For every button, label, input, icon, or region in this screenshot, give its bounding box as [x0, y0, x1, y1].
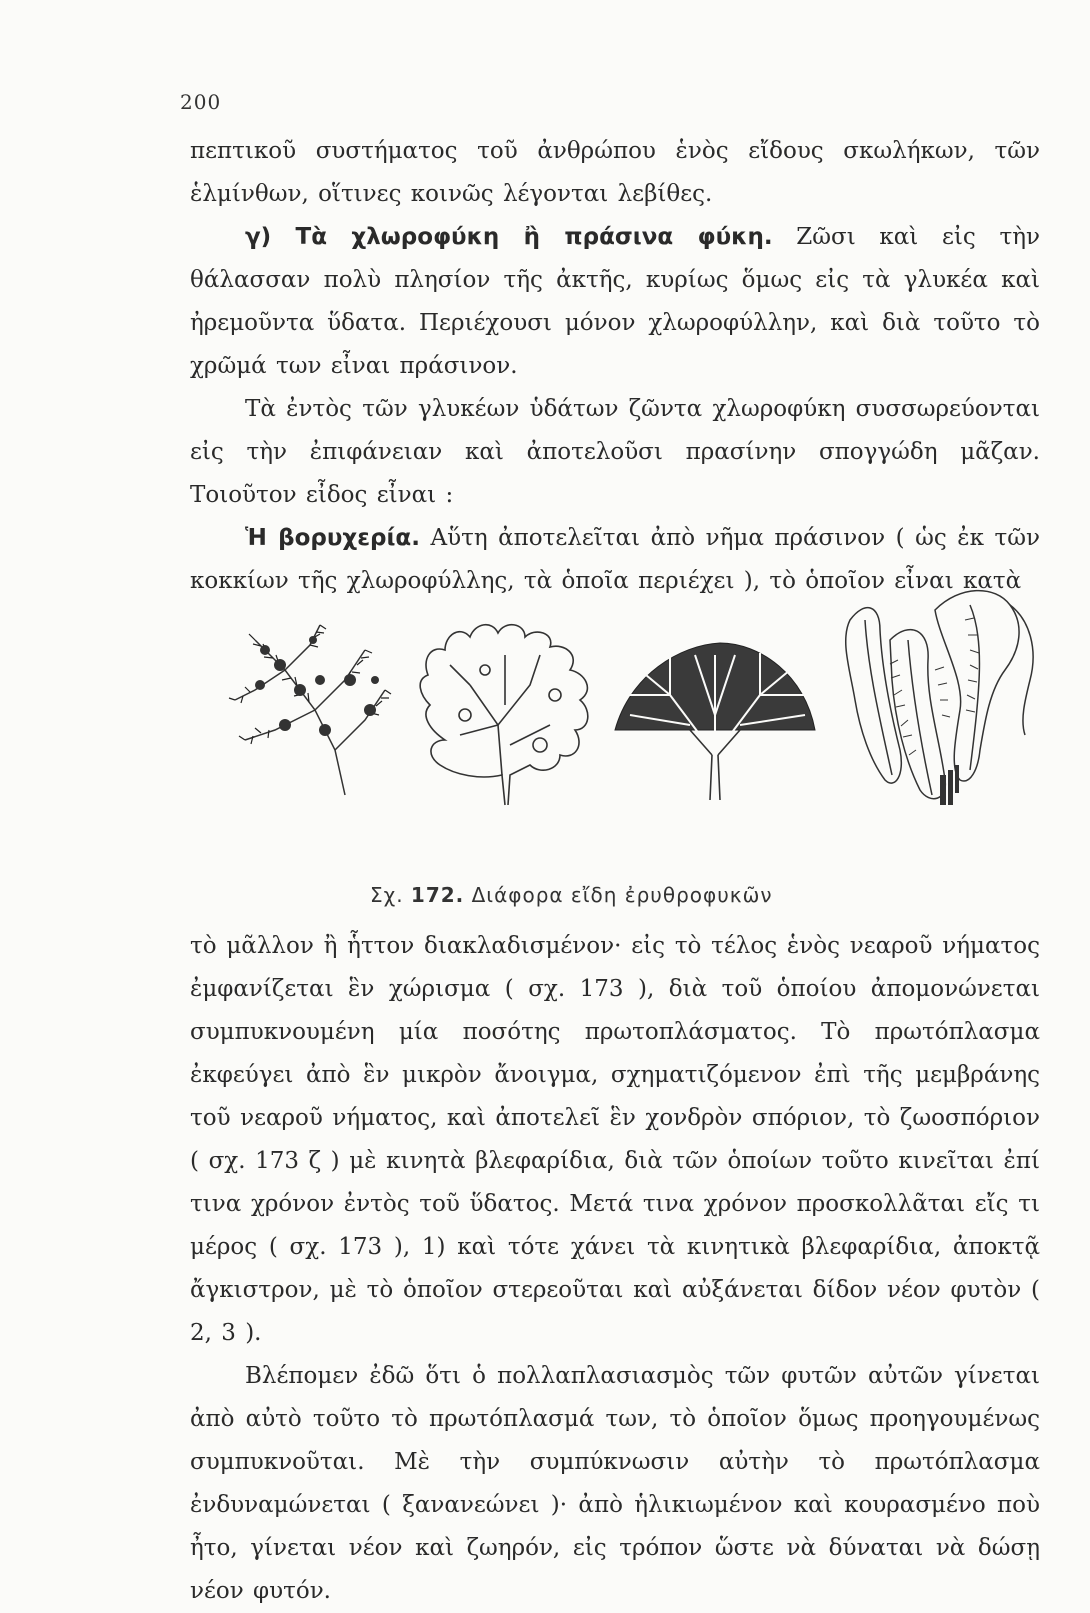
paragraph-continued: πεπτικοῦ συστήματος τοῦ ἀνθρώπου ἑνὸς εἴδους σκωλήκων, τῶν ἑλμίνθων, οἵτινες κοινῶς λέγονται λεβίθες. — [190, 138, 1040, 207]
subsection-heading: Ἡ βορυχερία. — [245, 525, 420, 551]
feathery-alga-drawing — [225, 620, 405, 800]
paragraph-reproduction: Βλέπομεν ἐδῶ ὅτι ὁ πολλαπλασιασμὸς τῶν φυτῶν αὐτῶν γίνεται ἀπὸ αὐτὸ τοῦτο τὸ πρωτόπλασμά των, τὸ ὁποῖον ὅμως προηγουμένως συμπυκνοῦται. Μὲ τὴν συμπύκνωσιν αὐτὴν τὸ πρωτόπλασμα ἐνδυναμώνεται ( ξανανεώνει )· ἀπὸ ἡλικιωμένον καὶ κουρασμένο ποὺ ἦτο, γίνεται νέον καὶ ζωηρόν, εἰς τρόπον ὥστε νὰ δύναται νὰ δώσῃ νέον φυτόν. — [190, 1363, 1040, 1604]
leaf-blade-alga-drawing — [820, 580, 1045, 815]
section-heading: γ) Τὰ χλωροφύκη ἢ πράσινα φύκη. — [245, 224, 773, 250]
text-block-top — [190, 130, 1040, 603]
paragraph-zoospore: τὸ μᾶλλον ἢ ἧττον διακλαδισμένον· εἰς τὸ τέλος ἑνὸς νεαροῦ νήματος ἐμφανίζεται ἓν χώρισμα ( σχ. 173 ), διὰ τοῦ ὁποίου ἀπομονώνεται συμπυκνουμένη μία ποσότης πρωτοπλάσματος. Τὸ πρωτόπλασμα ἐκφεύγει ἀπὸ ἓν μικρὸν ἄνοιγμα, σχηματιζόμενον ἐπὶ τῆς μεμβράνης τοῦ νεαροῦ νήματος, καὶ ἀποτελεῖ ἓν χονδρὸν σπόριον, τὸ ζωοσπόριον ( σχ. 173 ζ ) μὲ κινητὰ βλεφαρίδια, διὰ τῶν ὁποίων τοῦτο κινεῖται ἐπί τινα χρόνον ἐντὸς τοῦ ὕδατος. Μετά τινα χρόνον προσκολλᾶται εἴς τι μέρος ( σχ. 173 ), 1) καὶ τότε χάνει τὰ κινητικὰ βλεφαρίδια, ἀποκτᾷ ἄγκιστρον, μὲ τὸ ὁποῖον στερεοῦται καὶ αὐξάνεται δίδον νέον φυτὸν ( 2, 3 ). — [190, 933, 1040, 1346]
caption-number: 172. — [410, 883, 465, 907]
paragraph-freshwater: Τὰ ἐντὸς τῶν γλυκέων ὑδάτων ζῶντα χλωροφύκη συσσωρεύονται εἰς τὴν ἐπιφάνειαν καὶ ἀποτελοῦσι πρασίνην σπογγώδη μᾶζαν. Τοιοῦτον εἶδος εἶναι : — [190, 396, 1040, 508]
caption-text: Διάφορα εἴδη ἐρυθροφυκῶν — [471, 883, 773, 907]
paragraph-text: Αὕτη ἀποτελεῖται ἀπὸ νῆμα πράσινον ( ὡς ἐκ τῶν κοκκίων τῆς χλωροφύλλης, τὰ ὁποῖα περιέχει ), τὸ ὁποῖον εἶναι κατὰ — [190, 525, 1041, 594]
paragraph-chlorophyceae — [190, 216, 1040, 388]
algae-illustration — [225, 580, 1045, 830]
fan-alga-drawing — [610, 635, 820, 805]
figure-caption — [370, 883, 773, 907]
lobed-alga-drawing — [410, 615, 605, 810]
text-block-bottom — [190, 925, 1040, 1613]
caption-prefix: Σχ. — [370, 883, 404, 907]
page-number: 200 — [180, 90, 222, 114]
paragraph-text: Ζῶσι καὶ εἰς τὴν θάλασσαν πολὺ πλησίον τῆς ἀκτῆς, κυρίως ὅμως εἰς τὰ γλυκέα καὶ ἠρεμοῦντα ὕδατα. Περιέχουσι μόνον χλωροφύλλην, καὶ διὰ τοῦτο τὸ χρῶμά των εἶναι πράσινον. — [190, 224, 1040, 379]
